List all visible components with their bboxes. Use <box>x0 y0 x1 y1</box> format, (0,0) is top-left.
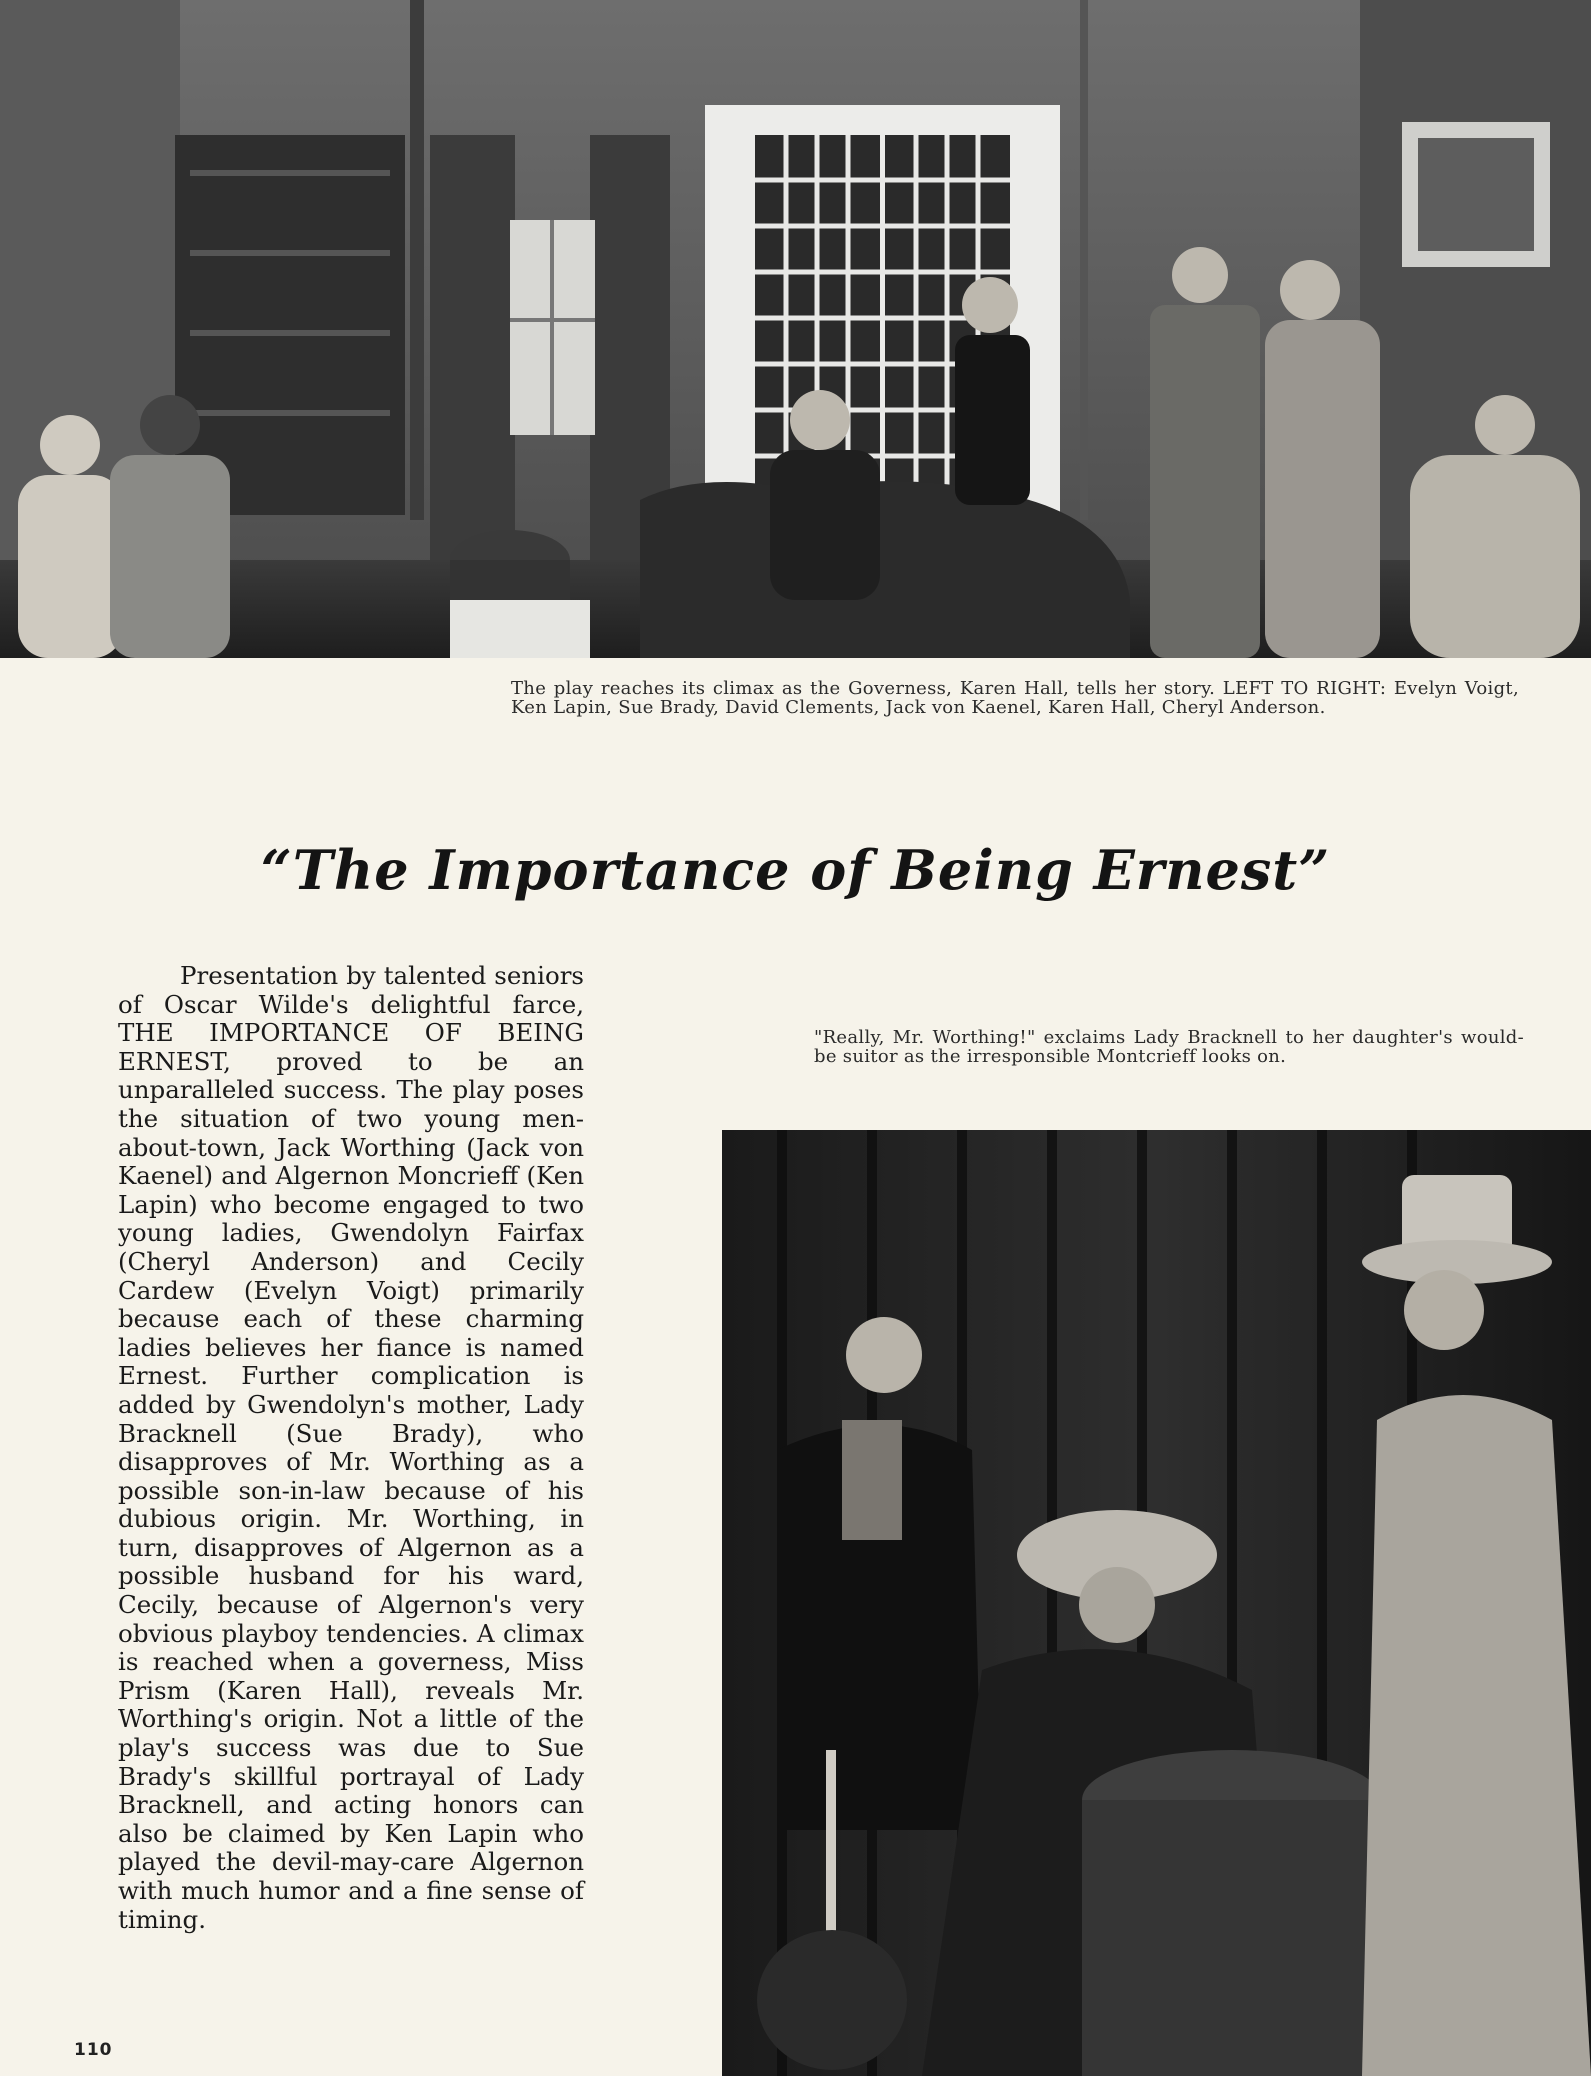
page-number: 110 <box>74 2040 113 2060</box>
stage-photo-illustration <box>0 0 1591 658</box>
article-headline: “The Importance of Being Ernest” <box>260 838 1331 902</box>
stage-photo-illustration <box>722 1130 1591 2076</box>
stage-photo-lady-bracknell <box>722 1130 1591 2076</box>
bottom-photo-caption: "Really, Mr. Worthing!" exclaims Lady Bracknell to her daughter's would-be suitor as the irresponsible Montcrieff looks on. <box>814 1027 1524 1067</box>
top-photo-caption: The play reaches its climax as the Governess, Karen Hall, tells her story. LEFT TO RIGHT: Evelyn Voigt, Ken Lapin, Sue Brady, David Clements, Jack von Kaenel, Karen Hall, Cheryl Anderson. <box>511 678 1519 718</box>
article-body: Presentation by talented seniors of Oscar Wilde's delightful farce, THE IMPORTANCE OF BEING ERNEST, proved to be an unparalleled success. The play poses the situation of two young men-about-town, Jack Worthing (Jack von Kaenel) and Algernon Moncrieff (Ken Lapin) who become engaged to two young ladies, Gwendolyn Fairfax (Cheryl Anderson) and Cecily Cardew (Evelyn Voigt) primarily because each of these charming ladies believes her fiance is named Ernest. Further complication is added by Gwendolyn's mother, Lady Bracknell (Sue Brady), who disapproves of Mr. Worthing as a possible son-in-law because of his dubious origin. Mr. Worthing, in turn, disapproves of Algernon as a possible husband for his ward, Cecily, because of Algernon's very obvious playboy tendencies. A climax is reached when a governess, Miss Prism (Karen Hall), reveals Mr. Worthing's origin. Not a little of the play's success was due to Sue Brady's skillful portrayal of Lady Bracknell, and acting honors can also be claimed by Ken Lapin who played the devil-may-care Algernon with much humor and a fine sense of timing. <box>118 961 584 1934</box>
stage-photo-climax <box>0 0 1591 658</box>
